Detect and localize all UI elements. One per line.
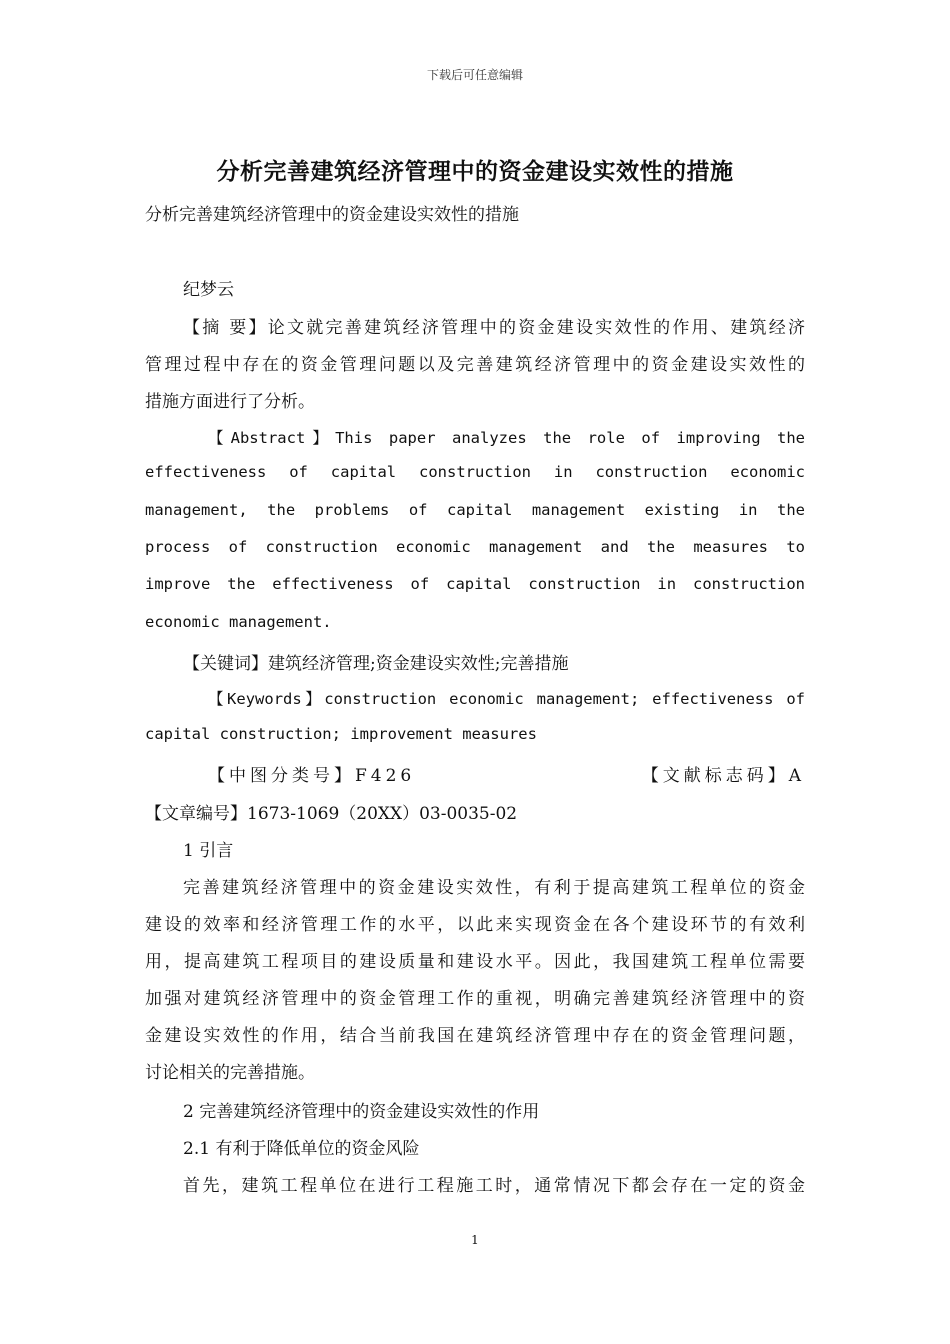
keywords-cn: 【关键词】建筑经济管理;资金建设实效性;完善措施 xyxy=(183,654,569,674)
paragraph-line: 金建设实效性的作用，结合当前我国在建筑经济管理中存在的资金管理问题， xyxy=(145,1026,805,1046)
classification-row xyxy=(208,761,805,786)
paragraph-line: 建设的效率和经济管理工作的水平，以此来实现资金在各个建设环节的有效利 xyxy=(145,915,805,935)
document-title: 分析完善建筑经济管理中的资金建设实效性的措施 xyxy=(216,158,734,185)
section-2-heading: 2 完善建筑经济管理中的资金建设实效性的作用 xyxy=(183,1102,540,1122)
paragraph-line: 加强对建筑经济管理中的资金管理工作的重视，明确完善建筑经济管理中的资 xyxy=(145,989,805,1009)
abstract-en-line: improve the effectiveness of capital construction in construction xyxy=(145,575,805,593)
page-header: 下载后可任意编辑 xyxy=(426,68,523,82)
author-name: 纪梦云 xyxy=(183,280,234,300)
document-subtitle: 分析完善建筑经济管理中的资金建设实效性的措施 xyxy=(145,205,519,225)
doc-code: 【文献标志码】A xyxy=(641,766,805,786)
abstract-en-line: 【Abstract】This paper analyzes the role of improving the xyxy=(208,429,805,447)
keywords-en-line: capital construction; improvement measures xyxy=(145,725,537,743)
article-number: 【文章编号】1673-1069（20XX）03-0035-02 xyxy=(145,804,518,824)
abstract-cn-line: 管理过程中存在的资金管理问题以及完善建筑经济管理中的资金建设实效性的 xyxy=(145,355,805,375)
paragraph-line: 完善建筑经济管理中的资金建设实效性，有利于提高建筑工程单位的资金 xyxy=(183,878,805,898)
section-1-heading: 1 引言 xyxy=(183,841,234,861)
keywords-en-line: 【Keywords】construction economic management; effectiveness of xyxy=(208,690,805,708)
paragraph-line: 讨论相关的完善措施。 xyxy=(145,1063,315,1083)
abstract-en-line: process of construction economic management and the measures to xyxy=(145,538,805,556)
abstract-en-line: management, the problems of capital management existing in the xyxy=(145,501,805,519)
abstract-cn-line: 【摘 要】论文就完善建筑经济管理中的资金建设实效性的作用、建筑经济 xyxy=(183,318,805,338)
section-2-1-heading: 2.1 有利于降低单位的资金风险 xyxy=(183,1139,420,1159)
abstract-en-line: effectiveness of capital construction in construction economic xyxy=(145,463,805,481)
paragraph-line: 首先，建筑工程单位在进行工程施工时，通常情况下都会存在一定的资金 xyxy=(183,1176,805,1196)
paragraph-line: 用，提高建筑工程项目的建设质量和建设水平。因此，我国建筑工程单位需要 xyxy=(145,952,805,972)
abstract-cn-line: 措施方面进行了分析。 xyxy=(145,392,315,412)
abstract-en-line: economic management. xyxy=(145,613,332,631)
page-number: 1 xyxy=(471,1233,479,1247)
clc-code: 【中图分类号】F426 xyxy=(208,766,416,786)
